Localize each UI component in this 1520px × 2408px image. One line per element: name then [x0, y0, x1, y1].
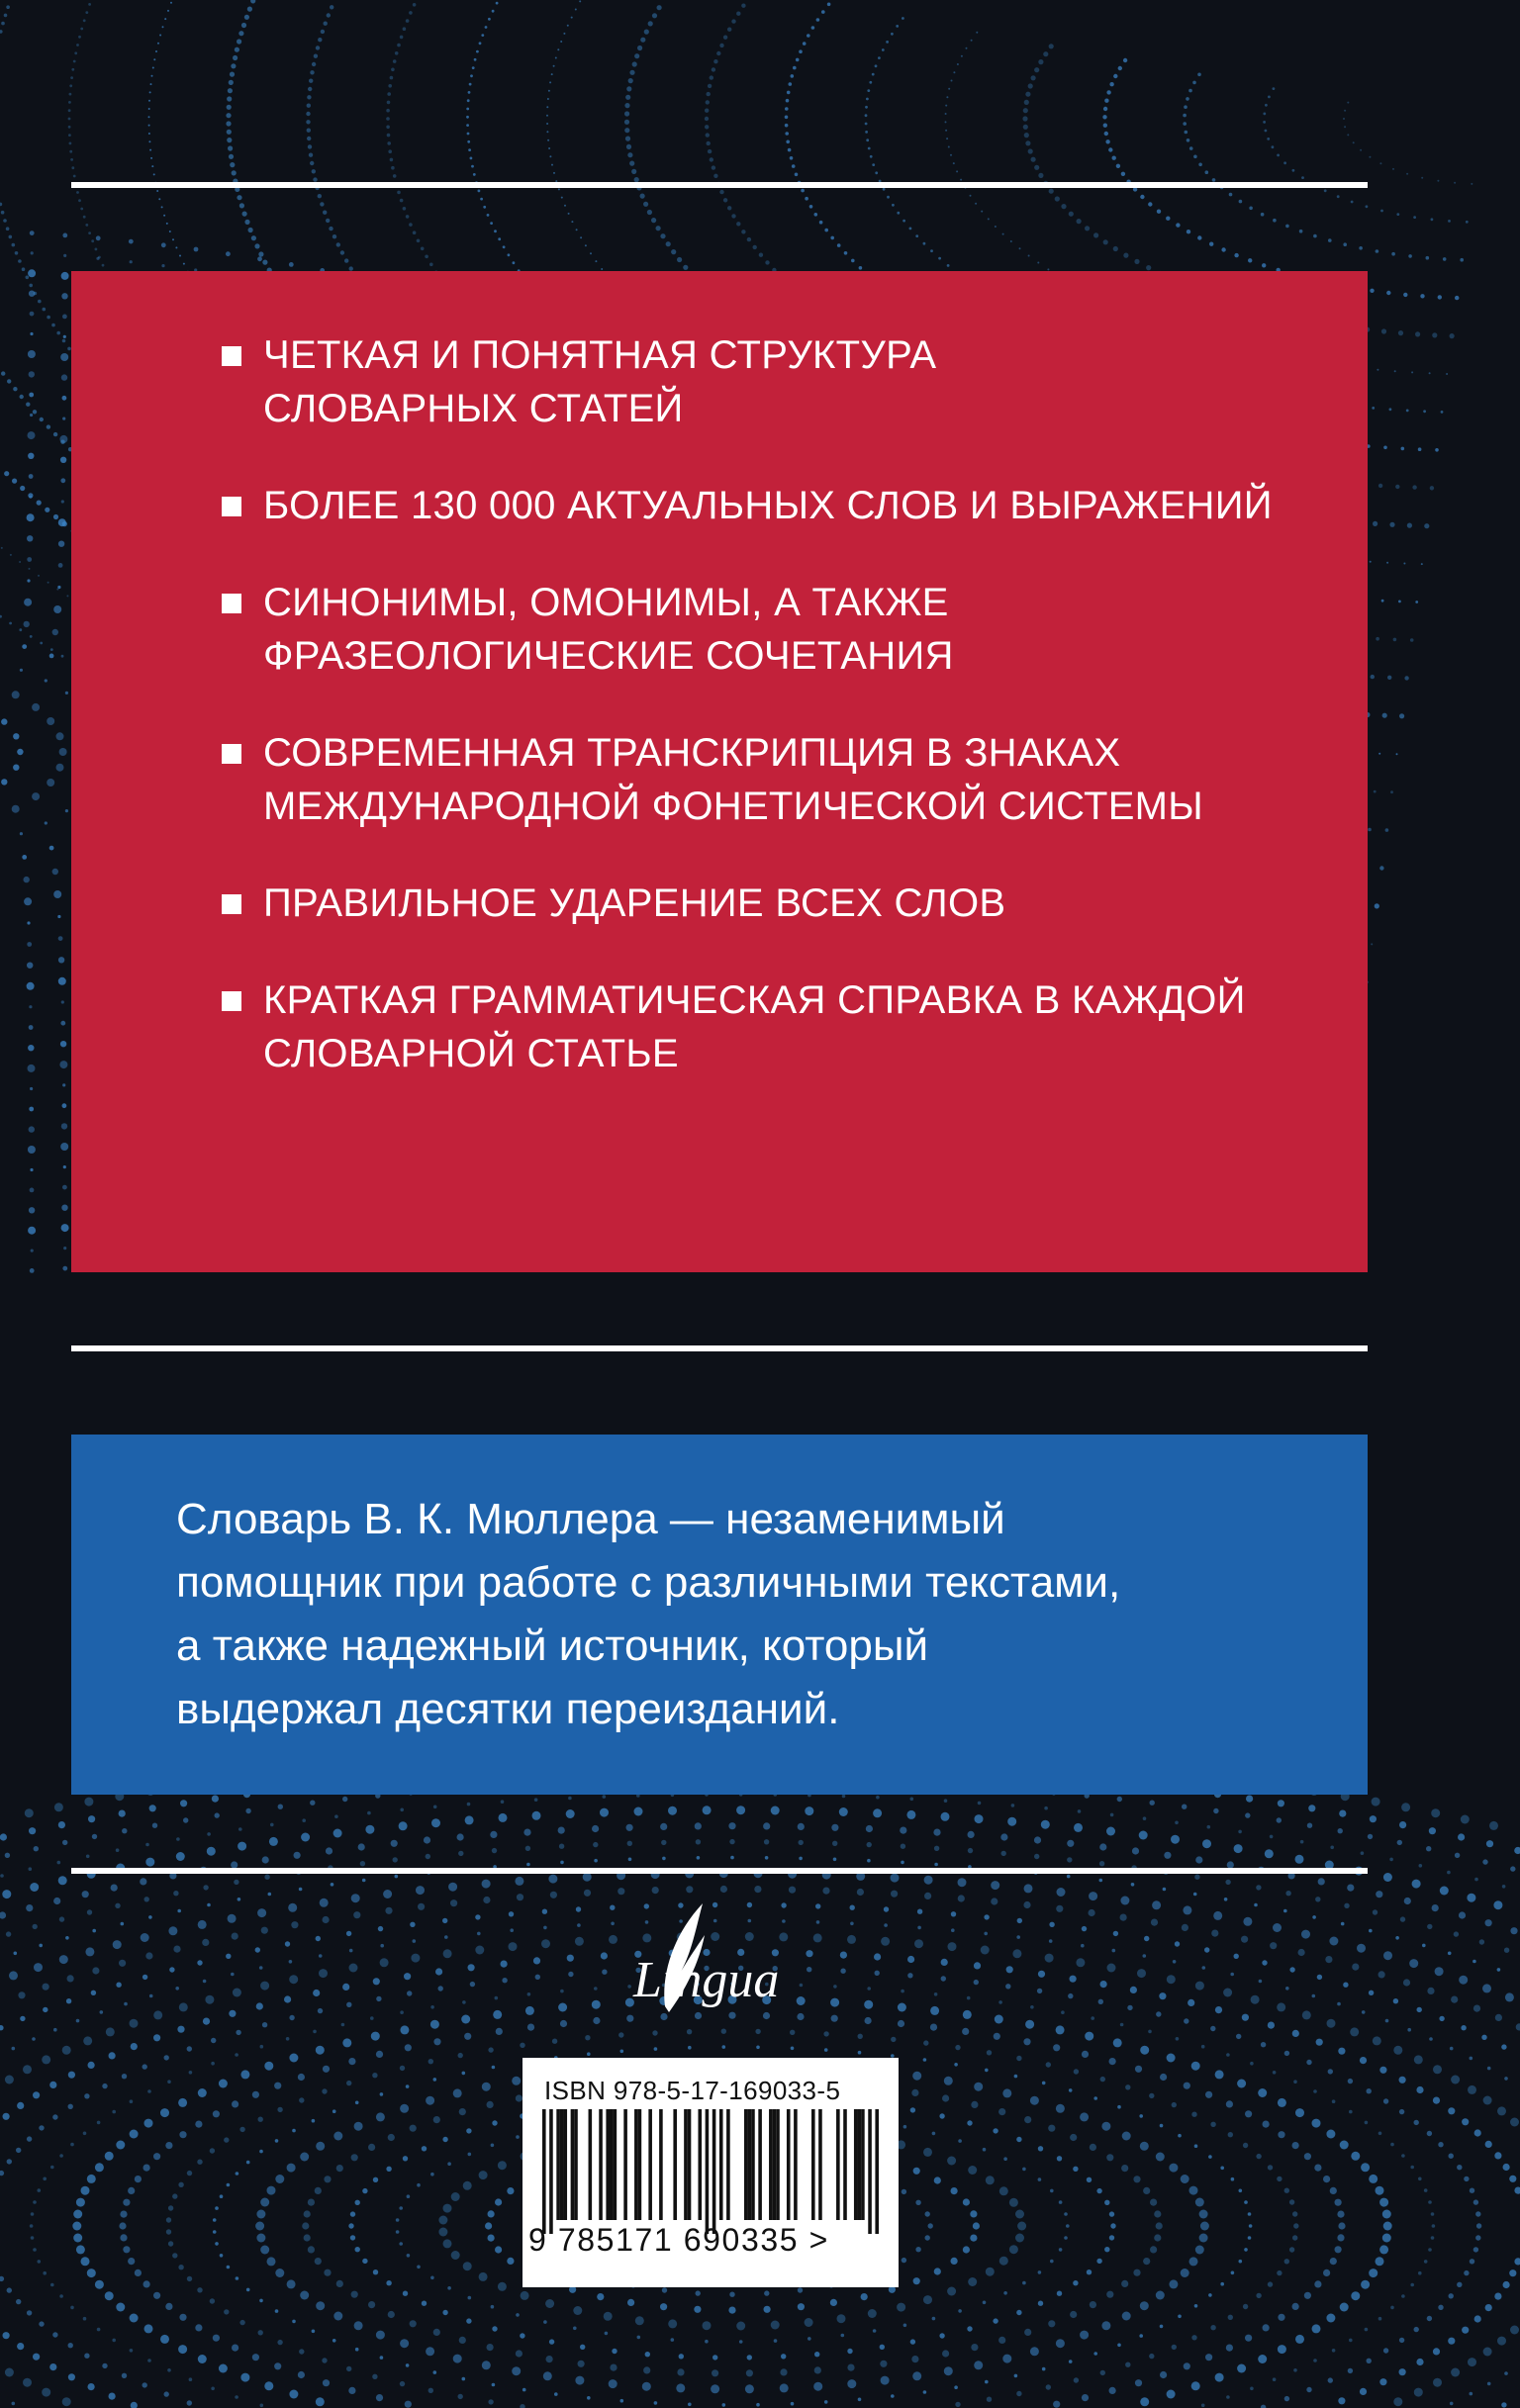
barcode-bar [614, 2109, 618, 2220]
barcode-bar [599, 2109, 603, 2220]
barcode-bar [776, 2109, 780, 2220]
barcode-digits: 9 785171 690335 > [528, 2222, 829, 2258]
barcode-bar [589, 2109, 593, 2220]
feature-item [148, 726, 1279, 833]
square-bullet-icon [222, 894, 241, 914]
barcode-bar [836, 2109, 840, 2220]
feature-item [148, 877, 1279, 930]
barcode-bar [684, 2109, 688, 2220]
barcode-bar [606, 2109, 610, 2220]
barcode-bar [858, 2109, 862, 2220]
barcode-bar [787, 2109, 791, 2220]
barcode-bar [744, 2109, 748, 2220]
barcode-bar [556, 2109, 560, 2220]
feature-item [148, 328, 1279, 435]
barcode-bar [854, 2109, 858, 2220]
feature-text: ПРАВИЛЬНОЕ УДАРЕНИЕ ВСЕХ СЛОВ [263, 881, 1006, 925]
square-bullet-icon [222, 497, 241, 516]
isbn-label: ISBN 978-5-17-169033-5 [544, 2076, 841, 2105]
feature-text: ЧЕТКАЯ И ПОНЯТНАЯ СТРУКТУРА СЛОВАРНЫХ СТАТЕЙ [263, 333, 937, 430]
barcode-bar [563, 2109, 567, 2220]
features-panel [71, 271, 1368, 1272]
bottom-divider-rule [71, 1868, 1368, 1874]
barcode-bar [726, 2109, 730, 2220]
barcode-bar [758, 2109, 762, 2220]
feature-text: БОЛЕЕ 130 000 АКТУАЛЬНЫХ СЛОВ И ВЫРАЖЕНИЙ [263, 484, 1273, 527]
feature-item [148, 576, 1279, 683]
publisher-logo-text: Lingua [633, 1952, 780, 2008]
barcode-bar [843, 2109, 847, 2220]
feature-text: КРАТКАЯ ГРАММАТИЧЕСКАЯ СПРАВКА В КАЖДОЙ СЛОВАРНОЙ СТАТЬЕ [263, 978, 1246, 1075]
barcode-bar [571, 2109, 575, 2220]
barcode-bar [712, 2109, 716, 2234]
barcode-bar [706, 2109, 710, 2234]
square-bullet-icon [222, 744, 241, 764]
barcode-bar [769, 2109, 773, 2220]
publisher-logo [621, 1896, 819, 2044]
barcode-bar [868, 2109, 872, 2234]
description-panel [71, 1435, 1368, 1795]
barcode-bar [623, 2109, 627, 2220]
barcode-bar [811, 2109, 815, 2220]
barcode-bar [634, 2109, 638, 2220]
barcode-bar [648, 2109, 652, 2220]
feature-item [148, 479, 1279, 532]
barcode-bar [773, 2109, 777, 2220]
barcode-bar [549, 2109, 553, 2234]
barcode-bar [698, 2109, 702, 2220]
barcode-bar [610, 2109, 614, 2220]
barcode-bar [673, 2109, 677, 2220]
square-bullet-icon [222, 594, 241, 613]
barcode-bar [818, 2109, 822, 2220]
barcode-bar [751, 2109, 755, 2220]
barcode-bar [659, 2109, 663, 2220]
square-bullet-icon [222, 991, 241, 1011]
barcode-bar [748, 2109, 752, 2220]
feature-text: СОВРЕМЕННАЯ ТРАНСКРИПЦИЯ В ЗНАКАХ МЕЖДУНАРОДНОЙ ФОНЕТИЧЕСКОЙ СИСТЕМЫ [263, 731, 1204, 828]
barcode-bar [875, 2109, 879, 2234]
feature-text: СИНОНИМЫ, ОМОНИМЫ, А ТАКЖЕ ФРАЗЕОЛОГИЧЕСКИЕ СОЧЕТАНИЯ [263, 581, 954, 678]
feature-item [148, 973, 1279, 1080]
barcode-bar [719, 2109, 723, 2220]
barcode-bar [542, 2109, 546, 2234]
square-bullet-icon [222, 346, 241, 366]
barcode-bar [560, 2109, 564, 2220]
middle-divider-rule [71, 1345, 1368, 1351]
barcode-bar [638, 2109, 642, 2220]
barcode-bar [574, 2109, 578, 2220]
barcode-bar [861, 2109, 865, 2220]
description-text: Словарь В. К. Мюллера — незаменимый помощник при работе с различными текстами, а также надежный источник, который выдержал десятки переизданий. [176, 1495, 1121, 1733]
barcode-bar [794, 2109, 798, 2220]
barcode-bar [688, 2109, 692, 2220]
top-divider-rule [71, 182, 1368, 188]
barcode-block [522, 2058, 899, 2287]
